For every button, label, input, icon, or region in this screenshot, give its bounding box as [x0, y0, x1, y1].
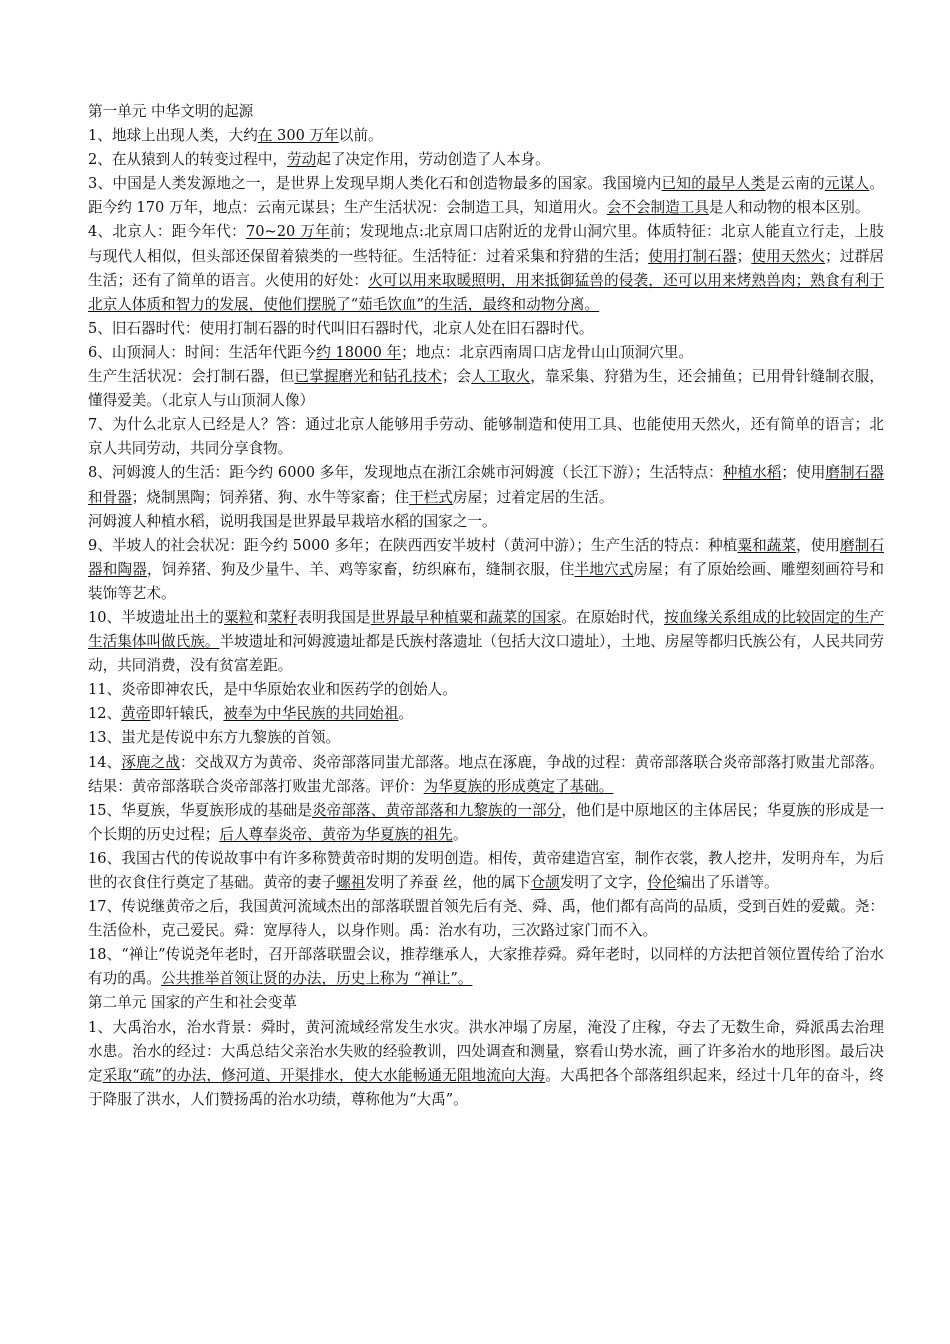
unit1-item — [88, 317, 884, 341]
text-run: 12、 — [88, 705, 122, 723]
text-run: 7、为什么北京人已经是人？答：通过北京人能够用手劳动、能够制造和使用工具、也能使用天然火，还有简单的语言；北京人共同劳动，共同分享食物。 — [88, 416, 884, 458]
unit1-item — [88, 751, 884, 799]
text-run: 6、山顶洞人：时间：生活年代距今 — [88, 343, 317, 361]
unit1-item — [88, 148, 884, 172]
text-run: 3、中国是人类发源地之一，是世界上发现早期人类化石和创造物最多的国家。我国境内 — [88, 175, 662, 193]
underlined-key-point: 为华夏族的形成奠定了基础。 — [423, 777, 614, 795]
text-run: 发明了养蚕 丝，他的属下 — [365, 874, 531, 891]
text-run: 前；发现地点:北京周口店附近的龙骨山洞穴里。体质特征：北京人能直立行走，上肢与现代人相似，但头部还保留着猿类的一些特征。生活特征：过着采集和狩猎的生活； — [88, 223, 885, 265]
text-run: ；过群居生活；还有了简单的语言。火使用的好处： — [88, 247, 884, 289]
underlined-key-point: 磨制石器和陶器 — [88, 536, 884, 578]
text-run: 房屋；有了原始绘画、雕塑刻画符号和装饰等艺术。 — [88, 560, 884, 602]
unit1-item — [88, 365, 884, 413]
text-run: 房屋；过着定居的生活。 — [452, 488, 614, 506]
text-run: 。 — [452, 825, 468, 843]
unit1-item — [88, 702, 884, 726]
unit1-item — [88, 895, 884, 943]
text-run: 。距今约 170 万年，地点：云南元谋县；生产生活状况：会制造工具，知道用火。 — [88, 175, 884, 217]
text-run: 4、北京人：距今年代： — [88, 223, 246, 241]
underlined-key-point: 按血缘关系组成的比较固定的生产生活集体叫做氏族。 — [88, 608, 884, 651]
text-run: 河姆渡人种植水稻，说明我国是世界最早栽培水稻的国家之一。 — [88, 512, 497, 530]
text-run: ：交战双方为黄帝、炎帝部落同蚩尤部落。地点在涿鹿，争战的过程：黄帝部落联合炎帝部落打败蚩尤部落。结果：黄帝部落联合炎帝部落打败蚩尤部落。评价： — [88, 753, 884, 795]
text-run: ；会 — [441, 368, 472, 386]
underlined-key-point: 人工取火 — [471, 368, 531, 386]
text-run: 9、半坡人的社会状况：距今约 5000 多年；在陕西西安半坡村（黄河中游）；生产生活的特点：种植 — [88, 536, 738, 554]
text-run: 即轩辕氏， — [150, 705, 224, 723]
text-run: 是云南的 — [765, 175, 825, 193]
text-run: ；使用 — [781, 464, 826, 482]
unit2-item — [88, 1016, 884, 1112]
text-run: 半坡遗址和河姆渡遗址都是氏族村落遗址（包括大汶口遗址），土地、房屋等都归氏族公有，人民共同劳动，共同消费，没有贫富差距。 — [88, 633, 884, 675]
underlined-key-point: 采取“疏”的办法，修河道、开渠排水，使大水能畅通无阻地流向大海 — [102, 1066, 546, 1084]
underlined-key-point: 粟和蔬菜 — [737, 536, 797, 554]
text-run: 14、 — [88, 753, 122, 771]
text-run: 13、蚩尤是传说中东方九黎族的首领。 — [88, 729, 341, 747]
unit1-item — [88, 799, 884, 847]
text-run: 2、在从猿到人的转变过程中， — [88, 151, 288, 169]
text-run: 表明我国是 — [297, 608, 371, 626]
underlined-key-point: 涿鹿之战 — [121, 753, 180, 771]
unit1-item — [88, 124, 884, 148]
unit1-title: 第一单元 中华文明的起源 — [88, 103, 254, 120]
text-run: 16、我国古代的传说故事中有许多称赞黄帝时期的发明创造。相传，黄帝建造宫室，制作衣裳，教人挖井，发明舟车，为后世的衣食住行奠定了基础。黄帝的妻子 — [88, 849, 884, 891]
underlined-key-point: 公共推举首领让贤的办法，历史上称为 “禅让”。 — [160, 970, 473, 988]
underlined-key-point: 已知的最早人类 — [661, 175, 766, 193]
text-run: ； — [736, 247, 752, 265]
unit2-title: 第二单元 国家的产生和社会变革 — [88, 994, 297, 1012]
underlined-key-point: 后人尊奉炎帝、黄帝为华夏族的祖先 — [219, 825, 453, 843]
text-run: ，饲养猪、狗及少量牛、羊、鸡等家畜，纺织麻布，缝制衣服，住 — [146, 560, 575, 578]
text-run: 和 — [253, 608, 268, 626]
document-page — [88, 100, 884, 1112]
unit1-item — [88, 534, 884, 606]
text-run: 编出了乐谱等。 — [676, 874, 779, 891]
underlined-key-point: 已掌握磨光和钻孔技术 — [294, 368, 442, 386]
underlined-key-point: 磨制石器和骨器 — [88, 464, 884, 506]
underlined-key-point: 使用天然火 — [751, 247, 826, 265]
underlined-key-point: 粟粒 — [223, 608, 254, 626]
unit1-item — [88, 510, 884, 534]
underlined-key-point: 使用打制石器 — [648, 247, 737, 265]
text-run: 1、大禹治水，治水背景：舜时，黄河流域经常发生水灾。洪水冲塌了房屋，淹没了庄稼，夺去了无数生命，舜派禹去治理水患。治水的经过：大禹总结父亲治水失败的经验教训，四处调查和测量，察看山势水流，画了许多治水的地形图。最后决定 — [88, 1018, 884, 1084]
underlined-key-point: 仓颉 — [530, 874, 560, 891]
underlined-key-point: 黄帝 — [121, 705, 151, 723]
text-run: 11、炎帝即神农氏，是中华原始农业和医药学的创始人。 — [88, 681, 457, 699]
underlined-key-point: 会不会制造工具 — [606, 199, 709, 217]
text-run: 。在原始时代， — [561, 608, 665, 626]
text-run: 10、半坡遗址出土的 — [88, 608, 224, 626]
text-run: ，使用 — [796, 536, 841, 554]
underlined-key-point: 被奉为中华民族的共同始祖 — [223, 705, 399, 723]
text-run: 8、河姆渡人的生活：距今约 6000 多年，发现地点在浙江余姚市河姆渡（长江下游）；生活特点： — [88, 464, 723, 482]
unit2-items — [88, 1016, 884, 1112]
underlined-key-point: 干栏式 — [409, 488, 453, 506]
text-run: 5、旧石器时代：使用打制石器的时代叫旧石器时代，北京人处在旧石器时代。 — [88, 319, 594, 337]
unit1-item — [88, 678, 884, 702]
underlined-key-point: 劳动 — [287, 151, 317, 169]
unit1-item — [88, 461, 884, 509]
unit1-item — [88, 943, 884, 991]
text-run: 15、华夏族，华夏族形成的基础是 — [88, 801, 312, 819]
text-run: 。大禹把各个部落组织起来，经过十几年的奋斗，终于降服了洪水，人们赞扬禹的治水功绩，尊称他为“大禹”。 — [88, 1066, 884, 1108]
underlined-key-point: 菜籽 — [268, 608, 298, 626]
underlined-key-point: 在 300 万年 — [257, 127, 339, 145]
text-run: 是人和动物的根本区别。 — [708, 199, 870, 217]
text-run: 发明了文字， — [559, 874, 648, 891]
text-run: 。 — [398, 705, 414, 723]
text-run: ，他们是中原地区的主体居民；华夏族的形成是一个长期的历史过程； — [88, 801, 884, 843]
unit1-item — [88, 220, 884, 316]
unit1-item — [88, 341, 884, 365]
text-run: ，靠采集、狩猎为生，还会捕鱼；已用骨针缝制衣服，懂得爱美。（北京人与山顶洞人像） — [88, 368, 884, 410]
underlined-key-point: 世界最早种植粟和蔬菜的国家 — [370, 608, 562, 626]
text-run: 18、“禅让”传说尧年老时，召开部落联盟会议，推荐继承人，大家推荐舜。舜年老时，以同样的方法把首领位置传给了治水有功的禹。 — [88, 946, 884, 988]
underlined-key-point: 种植水稻 — [722, 464, 782, 482]
unit1-item — [88, 726, 884, 750]
underlined-key-point: 火可以用来取暖照明，用来抵御猛兽的侵袭，还可以用来烤熟兽肉；熟食有利于北京人体质和智力的发展，使他们摆脱了“茹毛饮血”的生活，最终和动物分离。 — [88, 271, 884, 313]
underlined-key-point: 炎帝部落、黄帝部落和九黎族的一部分 — [312, 801, 562, 819]
underlined-key-point: 约 18000 年 — [316, 343, 402, 361]
underlined-key-point: 元谋人 — [824, 175, 870, 193]
underlined-key-point: 半地穴式 — [574, 560, 634, 578]
underlined-key-point: 螺祖 — [336, 874, 366, 891]
unit1-item — [88, 172, 884, 220]
text-run: 以前。 — [338, 127, 383, 145]
text-run: 17、传说继黄帝之后，我国黄河流域杰出的部落联盟首领先后有尧、舜、禹，他们都有高尚的品质，受到百姓的爱戴。尧：生活俭朴，克己爱民。舜：宽厚待人，以身作则。禹：治水有功，三次路过家门而不入。 — [88, 898, 884, 940]
unit1-item — [88, 847, 884, 895]
underlined-key-point: 70~20 万年 — [245, 223, 330, 241]
text-run: 起了决定作用，劳动创造了人本身。 — [316, 151, 550, 169]
text-run: 生产生活状况：会打制石器，但 — [88, 368, 295, 386]
unit1-item — [88, 606, 884, 678]
underlined-key-point: 伶伦 — [647, 874, 677, 891]
unit1-item — [88, 413, 884, 461]
text-run: ；地点：北京西南周口店龙骨山山顶洞穴里。 — [401, 343, 693, 361]
text-run: ；烧制黑陶；饲养猪、狗、水牛等家畜；住 — [131, 488, 410, 506]
text-run: 1、地球上出现人类，大约 — [88, 127, 258, 145]
unit1-items — [88, 124, 884, 991]
